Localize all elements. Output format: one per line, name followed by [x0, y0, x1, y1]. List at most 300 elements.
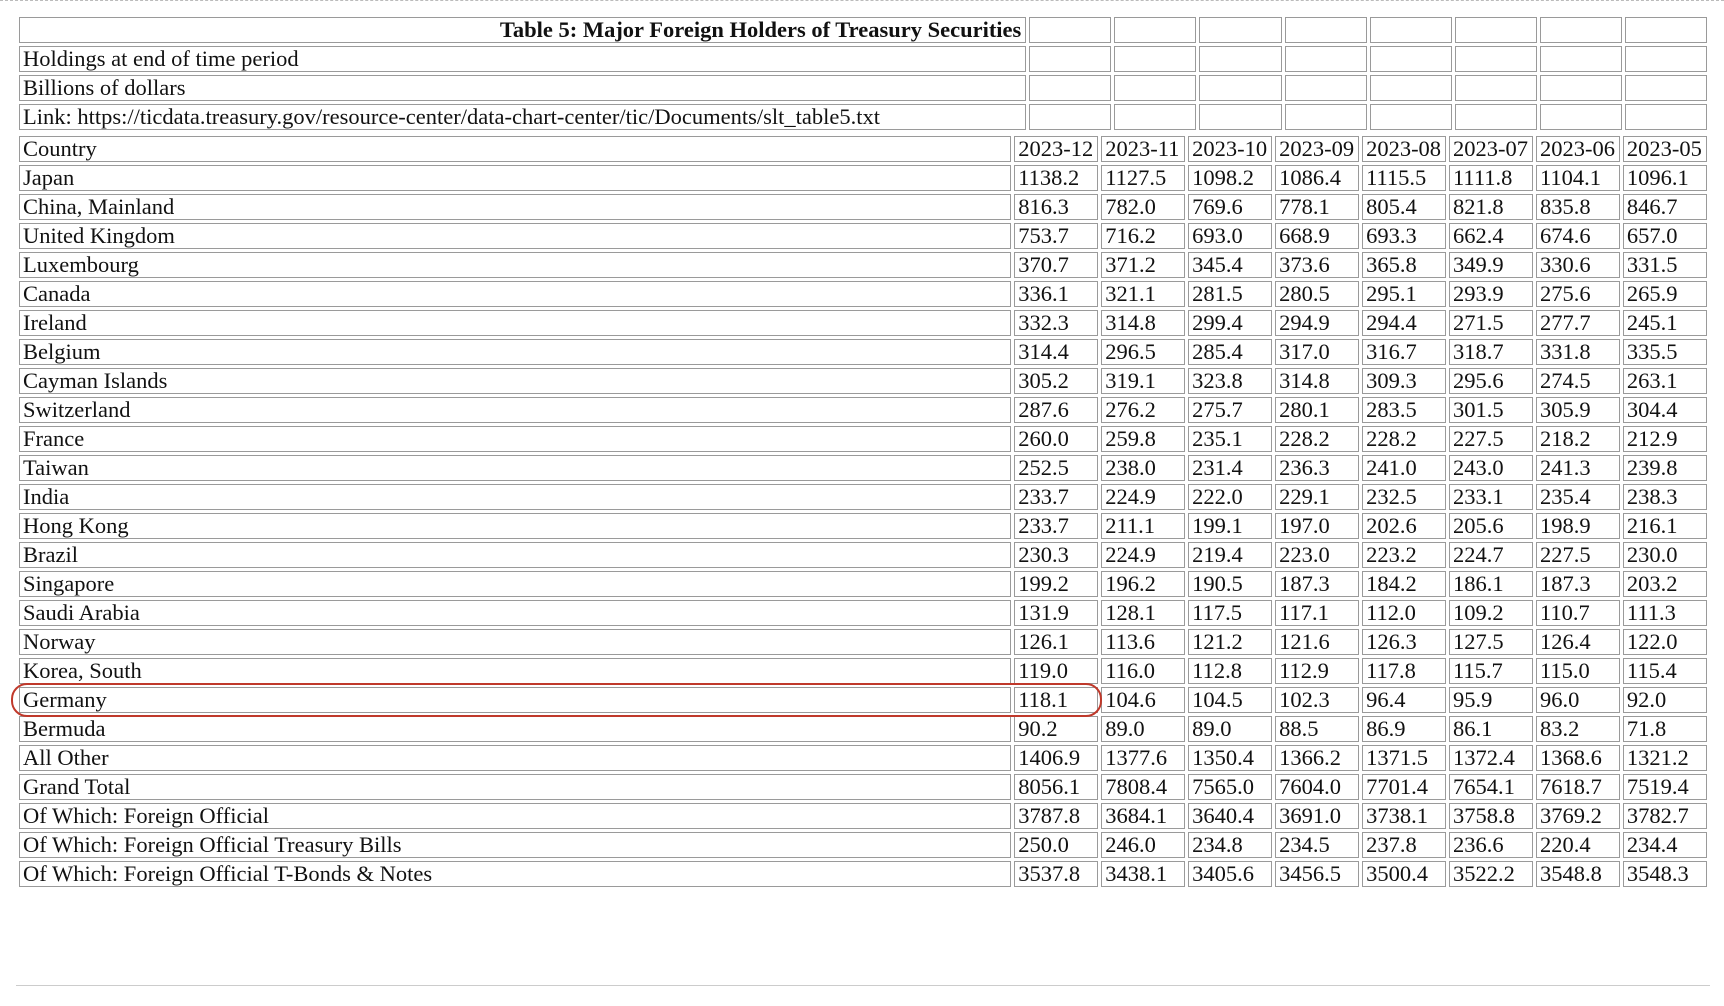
value-cell: 365.8	[1362, 252, 1446, 278]
source-link[interactable]: Link: https://ticdata.treasury.gov/resource-center/data-chart-center/tic/Documents/slt_table5.txt	[19, 104, 1026, 130]
value-cell: 205.6	[1449, 513, 1533, 539]
value-cell: 295.6	[1449, 368, 1533, 394]
value-cell: 233.7	[1014, 484, 1098, 510]
value-cell: 202.6	[1362, 513, 1446, 539]
value-cell: 229.1	[1275, 484, 1359, 510]
table-row	[19, 455, 1707, 481]
value-cell: 127.5	[1449, 629, 1533, 655]
value-cell: 3456.5	[1275, 861, 1359, 887]
empty-cell	[1370, 104, 1452, 130]
column-header-country: Country	[19, 136, 1011, 162]
value-cell: 280.1	[1275, 397, 1359, 423]
value-cell: 235.4	[1536, 484, 1620, 510]
table-row	[19, 600, 1707, 626]
value-cell: 674.6	[1536, 223, 1620, 249]
value-cell: 102.3	[1275, 687, 1359, 713]
country-cell: India	[19, 484, 1011, 510]
value-cell: 753.7	[1014, 223, 1098, 249]
value-cell: 243.0	[1449, 455, 1533, 481]
value-cell: 90.2	[1014, 716, 1098, 742]
value-cell: 275.7	[1188, 397, 1272, 423]
column-header-period: 2023-10	[1188, 136, 1272, 162]
value-cell: 259.8	[1101, 426, 1185, 452]
value-cell: 1096.1	[1623, 165, 1707, 191]
value-cell: 668.9	[1275, 223, 1359, 249]
bottom-rule	[16, 985, 1710, 986]
value-cell: 287.6	[1014, 397, 1098, 423]
country-cell: United Kingdom	[19, 223, 1011, 249]
value-cell: 230.3	[1014, 542, 1098, 568]
value-cell: 336.1	[1014, 281, 1098, 307]
value-cell: 196.2	[1101, 571, 1185, 597]
subtitle-row	[19, 104, 1707, 130]
value-cell: 241.3	[1536, 455, 1620, 481]
value-cell: 716.2	[1101, 223, 1185, 249]
value-cell: 276.2	[1101, 397, 1185, 423]
value-cell: 3738.1	[1362, 803, 1446, 829]
value-cell: 331.8	[1536, 339, 1620, 365]
table-row	[19, 571, 1707, 597]
value-cell: 118.1	[1014, 687, 1098, 713]
value-cell: 7519.4	[1623, 774, 1707, 800]
table-row	[19, 803, 1707, 829]
value-cell: 128.1	[1101, 600, 1185, 626]
value-cell: 223.2	[1362, 542, 1446, 568]
value-cell: 301.5	[1449, 397, 1533, 423]
value-cell: 319.1	[1101, 368, 1185, 394]
value-cell: 277.7	[1536, 310, 1620, 336]
value-cell: 227.5	[1536, 542, 1620, 568]
value-cell: 299.4	[1188, 310, 1272, 336]
subtitle-row	[19, 75, 1707, 101]
empty-cell	[1199, 104, 1281, 130]
country-cell: Brazil	[19, 542, 1011, 568]
table-row	[19, 223, 1707, 249]
value-cell: 321.1	[1101, 281, 1185, 307]
value-cell: 211.1	[1101, 513, 1185, 539]
holdings-table	[16, 133, 1710, 890]
value-cell: 332.3	[1014, 310, 1098, 336]
value-cell: 95.9	[1449, 687, 1533, 713]
country-cell: Canada	[19, 281, 1011, 307]
value-cell: 314.8	[1101, 310, 1185, 336]
value-cell: 227.5	[1449, 426, 1533, 452]
value-cell: 86.9	[1362, 716, 1446, 742]
value-cell: 88.5	[1275, 716, 1359, 742]
country-cell: Of Which: Foreign Official Treasury Bills	[19, 832, 1011, 858]
value-cell: 1377.6	[1101, 745, 1185, 771]
value-cell: 3522.2	[1449, 861, 1533, 887]
empty-cell	[1029, 17, 1111, 43]
header-row	[19, 136, 1707, 162]
value-cell: 241.0	[1362, 455, 1446, 481]
table-row	[19, 513, 1707, 539]
value-cell: 116.0	[1101, 658, 1185, 684]
value-cell: 233.7	[1014, 513, 1098, 539]
value-cell: 3405.6	[1188, 861, 1272, 887]
country-cell: Singapore	[19, 571, 1011, 597]
value-cell: 280.5	[1275, 281, 1359, 307]
value-cell: 263.1	[1623, 368, 1707, 394]
value-cell: 115.7	[1449, 658, 1533, 684]
empty-cell	[1114, 46, 1196, 72]
value-cell: 316.7	[1362, 339, 1446, 365]
value-cell: 238.0	[1101, 455, 1185, 481]
table-row	[19, 774, 1707, 800]
value-cell: 317.0	[1275, 339, 1359, 365]
value-cell: 293.9	[1449, 281, 1533, 307]
value-cell: 662.4	[1449, 223, 1533, 249]
column-header-period: 2023-08	[1362, 136, 1446, 162]
value-cell: 295.1	[1362, 281, 1446, 307]
value-cell: 218.2	[1536, 426, 1620, 452]
value-cell: 224.9	[1101, 484, 1185, 510]
country-cell: China, Mainland	[19, 194, 1011, 220]
table-row	[19, 745, 1707, 771]
country-cell: Of Which: Foreign Official	[19, 803, 1011, 829]
value-cell: 119.0	[1014, 658, 1098, 684]
value-cell: 234.5	[1275, 832, 1359, 858]
value-cell: 216.1	[1623, 513, 1707, 539]
value-cell: 239.8	[1623, 455, 1707, 481]
value-cell: 3782.7	[1623, 803, 1707, 829]
column-header-period: 2023-06	[1536, 136, 1620, 162]
empty-cell	[1540, 104, 1622, 130]
value-cell: 371.2	[1101, 252, 1185, 278]
country-cell: Saudi Arabia	[19, 600, 1011, 626]
value-cell: 126.1	[1014, 629, 1098, 655]
value-cell: 3537.8	[1014, 861, 1098, 887]
value-cell: 331.5	[1623, 252, 1707, 278]
value-cell: 260.0	[1014, 426, 1098, 452]
country-cell: Belgium	[19, 339, 1011, 365]
value-cell: 769.6	[1188, 194, 1272, 220]
value-cell: 198.9	[1536, 513, 1620, 539]
value-cell: 7618.7	[1536, 774, 1620, 800]
value-cell: 219.4	[1188, 542, 1272, 568]
empty-cell	[1029, 104, 1111, 130]
value-cell: 250.0	[1014, 832, 1098, 858]
value-cell: 835.8	[1536, 194, 1620, 220]
value-cell: 238.3	[1623, 484, 1707, 510]
country-cell: Grand Total	[19, 774, 1011, 800]
value-cell: 3691.0	[1275, 803, 1359, 829]
value-cell: 1366.2	[1275, 745, 1359, 771]
value-cell: 237.8	[1362, 832, 1446, 858]
value-cell: 7808.4	[1101, 774, 1185, 800]
table-row	[19, 194, 1707, 220]
value-cell: 3548.3	[1623, 861, 1707, 887]
value-cell: 275.6	[1536, 281, 1620, 307]
value-cell: 115.4	[1623, 658, 1707, 684]
empty-cell	[1540, 17, 1622, 43]
value-cell: 1115.5	[1362, 165, 1446, 191]
value-cell: 112.0	[1362, 600, 1446, 626]
empty-cell	[1370, 17, 1452, 43]
table-row	[19, 629, 1707, 655]
empty-cell	[1285, 17, 1367, 43]
top-rule	[0, 0, 1724, 1]
value-cell: 1138.2	[1014, 165, 1098, 191]
value-cell: 3548.8	[1536, 861, 1620, 887]
value-cell: 86.1	[1449, 716, 1533, 742]
value-cell: 846.7	[1623, 194, 1707, 220]
value-cell: 265.9	[1623, 281, 1707, 307]
value-cell: 3500.4	[1362, 861, 1446, 887]
empty-cell	[1455, 75, 1537, 101]
column-header-period: 2023-05	[1623, 136, 1707, 162]
empty-cell	[1285, 75, 1367, 101]
country-cell: Japan	[19, 165, 1011, 191]
value-cell: 1104.1	[1536, 165, 1620, 191]
column-header-period: 2023-07	[1449, 136, 1533, 162]
title-row	[19, 17, 1707, 43]
value-cell: 296.5	[1101, 339, 1185, 365]
table-row	[19, 397, 1707, 423]
country-cell: Of Which: Foreign Official T-Bonds & Notes	[19, 861, 1011, 887]
empty-cell	[1455, 104, 1537, 130]
value-cell: 323.8	[1188, 368, 1272, 394]
value-cell: 236.6	[1449, 832, 1533, 858]
value-cell: 349.9	[1449, 252, 1533, 278]
value-cell: 693.3	[1362, 223, 1446, 249]
value-cell: 121.2	[1188, 629, 1272, 655]
value-cell: 1368.6	[1536, 745, 1620, 771]
value-cell: 232.5	[1362, 484, 1446, 510]
value-cell: 96.4	[1362, 687, 1446, 713]
value-cell: 1086.4	[1275, 165, 1359, 191]
value-cell: 309.3	[1362, 368, 1446, 394]
table-row	[19, 165, 1707, 191]
value-cell: 294.9	[1275, 310, 1359, 336]
empty-cell	[1370, 46, 1452, 72]
value-cell: 330.6	[1536, 252, 1620, 278]
value-cell: 187.3	[1536, 571, 1620, 597]
value-cell: 109.2	[1449, 600, 1533, 626]
table-row	[19, 252, 1707, 278]
value-cell: 112.9	[1275, 658, 1359, 684]
value-cell: 104.5	[1188, 687, 1272, 713]
value-cell: 8056.1	[1014, 774, 1098, 800]
value-cell: 228.2	[1275, 426, 1359, 452]
table-row	[19, 426, 1707, 452]
table-row	[19, 281, 1707, 307]
country-cell: Germany	[19, 687, 1011, 713]
table-title: Table 5: Major Foreign Holders of Treasury Securities	[19, 17, 1026, 43]
table-row	[19, 861, 1707, 887]
value-cell: 199.1	[1188, 513, 1272, 539]
value-cell: 7604.0	[1275, 774, 1359, 800]
table-row	[19, 368, 1707, 394]
value-cell: 3758.8	[1449, 803, 1533, 829]
value-cell: 1406.9	[1014, 745, 1098, 771]
empty-cell	[1114, 75, 1196, 101]
value-cell: 1098.2	[1188, 165, 1272, 191]
value-cell: 104.6	[1101, 687, 1185, 713]
value-cell: 110.7	[1536, 600, 1620, 626]
empty-cell	[1029, 46, 1111, 72]
subtitle-holdings: Holdings at end of time period	[19, 46, 1026, 72]
subtitle-row	[19, 46, 1707, 72]
empty-cell	[1625, 17, 1707, 43]
table-row	[19, 658, 1707, 684]
value-cell: 220.4	[1536, 832, 1620, 858]
value-cell: 203.2	[1623, 571, 1707, 597]
value-cell: 222.0	[1188, 484, 1272, 510]
country-cell: Luxembourg	[19, 252, 1011, 278]
table-row	[19, 339, 1707, 365]
value-cell: 231.4	[1188, 455, 1272, 481]
title-table	[16, 14, 1710, 133]
value-cell: 89.0	[1188, 716, 1272, 742]
value-cell: 115.0	[1536, 658, 1620, 684]
value-cell: 112.8	[1188, 658, 1272, 684]
value-cell: 71.8	[1623, 716, 1707, 742]
table-row	[19, 542, 1707, 568]
value-cell: 184.2	[1362, 571, 1446, 597]
empty-cell	[1114, 17, 1196, 43]
value-cell: 122.0	[1623, 629, 1707, 655]
value-cell: 1372.4	[1449, 745, 1533, 771]
value-cell: 304.4	[1623, 397, 1707, 423]
value-cell: 187.3	[1275, 571, 1359, 597]
empty-cell	[1625, 104, 1707, 130]
value-cell: 373.6	[1275, 252, 1359, 278]
value-cell: 3769.2	[1536, 803, 1620, 829]
value-cell: 224.9	[1101, 542, 1185, 568]
value-cell: 305.9	[1536, 397, 1620, 423]
value-cell: 821.8	[1449, 194, 1533, 220]
country-cell: Korea, South	[19, 658, 1011, 684]
empty-cell	[1114, 104, 1196, 130]
value-cell: 224.7	[1449, 542, 1533, 568]
table-row	[19, 484, 1707, 510]
value-cell: 281.5	[1188, 281, 1272, 307]
value-cell: 252.5	[1014, 455, 1098, 481]
value-cell: 3438.1	[1101, 861, 1185, 887]
value-cell: 199.2	[1014, 571, 1098, 597]
country-cell: Hong Kong	[19, 513, 1011, 539]
column-header-period: 2023-11	[1101, 136, 1185, 162]
value-cell: 212.9	[1623, 426, 1707, 452]
value-cell: 1111.8	[1449, 165, 1533, 191]
value-cell: 126.4	[1536, 629, 1620, 655]
value-cell: 234.8	[1188, 832, 1272, 858]
column-header-period: 2023-09	[1275, 136, 1359, 162]
value-cell: 3684.1	[1101, 803, 1185, 829]
value-cell: 245.1	[1623, 310, 1707, 336]
value-cell: 121.6	[1275, 629, 1359, 655]
value-cell: 223.0	[1275, 542, 1359, 568]
value-cell: 657.0	[1623, 223, 1707, 249]
value-cell: 131.9	[1014, 600, 1098, 626]
value-cell: 805.4	[1362, 194, 1446, 220]
empty-cell	[1199, 17, 1281, 43]
empty-cell	[1285, 46, 1367, 72]
country-cell: Cayman Islands	[19, 368, 1011, 394]
table-row	[19, 832, 1707, 858]
empty-cell	[1199, 46, 1281, 72]
empty-cell	[1199, 75, 1281, 101]
country-cell: Ireland	[19, 310, 1011, 336]
empty-cell	[1285, 104, 1367, 130]
value-cell: 83.2	[1536, 716, 1620, 742]
empty-cell	[1540, 46, 1622, 72]
value-cell: 314.4	[1014, 339, 1098, 365]
value-cell: 197.0	[1275, 513, 1359, 539]
value-cell: 190.5	[1188, 571, 1272, 597]
value-cell: 89.0	[1101, 716, 1185, 742]
value-cell: 314.8	[1275, 368, 1359, 394]
value-cell: 186.1	[1449, 571, 1533, 597]
value-cell: 274.5	[1536, 368, 1620, 394]
value-cell: 271.5	[1449, 310, 1533, 336]
value-cell: 7565.0	[1188, 774, 1272, 800]
empty-cell	[1029, 75, 1111, 101]
value-cell: 113.6	[1101, 629, 1185, 655]
value-cell: 228.2	[1362, 426, 1446, 452]
country-cell: Norway	[19, 629, 1011, 655]
value-cell: 816.3	[1014, 194, 1098, 220]
value-cell: 1127.5	[1101, 165, 1185, 191]
value-cell: 233.1	[1449, 484, 1533, 510]
value-cell: 345.4	[1188, 252, 1272, 278]
country-cell: France	[19, 426, 1011, 452]
value-cell: 305.2	[1014, 368, 1098, 394]
value-cell: 117.5	[1188, 600, 1272, 626]
empty-cell	[1625, 46, 1707, 72]
value-cell: 96.0	[1536, 687, 1620, 713]
table-page	[16, 14, 1710, 890]
value-cell: 117.1	[1275, 600, 1359, 626]
value-cell: 1371.5	[1362, 745, 1446, 771]
value-cell: 246.0	[1101, 832, 1185, 858]
country-cell: Switzerland	[19, 397, 1011, 423]
table-row	[19, 687, 1707, 713]
value-cell: 92.0	[1623, 687, 1707, 713]
value-cell: 230.0	[1623, 542, 1707, 568]
table-row	[19, 716, 1707, 742]
value-cell: 234.4	[1623, 832, 1707, 858]
value-cell: 235.1	[1188, 426, 1272, 452]
value-cell: 7654.1	[1449, 774, 1533, 800]
value-cell: 236.3	[1275, 455, 1359, 481]
value-cell: 1321.2	[1623, 745, 1707, 771]
value-cell: 283.5	[1362, 397, 1446, 423]
value-cell: 370.7	[1014, 252, 1098, 278]
empty-cell	[1370, 75, 1452, 101]
empty-cell	[1540, 75, 1622, 101]
table-row	[19, 310, 1707, 336]
column-header-period: 2023-12	[1014, 136, 1098, 162]
value-cell: 285.4	[1188, 339, 1272, 365]
country-cell: Bermuda	[19, 716, 1011, 742]
value-cell: 693.0	[1188, 223, 1272, 249]
value-cell: 117.8	[1362, 658, 1446, 684]
empty-cell	[1455, 17, 1537, 43]
value-cell: 318.7	[1449, 339, 1533, 365]
value-cell: 335.5	[1623, 339, 1707, 365]
empty-cell	[1455, 46, 1537, 72]
value-cell: 126.3	[1362, 629, 1446, 655]
value-cell: 3787.8	[1014, 803, 1098, 829]
value-cell: 7701.4	[1362, 774, 1446, 800]
value-cell: 778.1	[1275, 194, 1359, 220]
value-cell: 3640.4	[1188, 803, 1272, 829]
country-cell: All Other	[19, 745, 1011, 771]
country-cell: Taiwan	[19, 455, 1011, 481]
empty-cell	[1625, 75, 1707, 101]
